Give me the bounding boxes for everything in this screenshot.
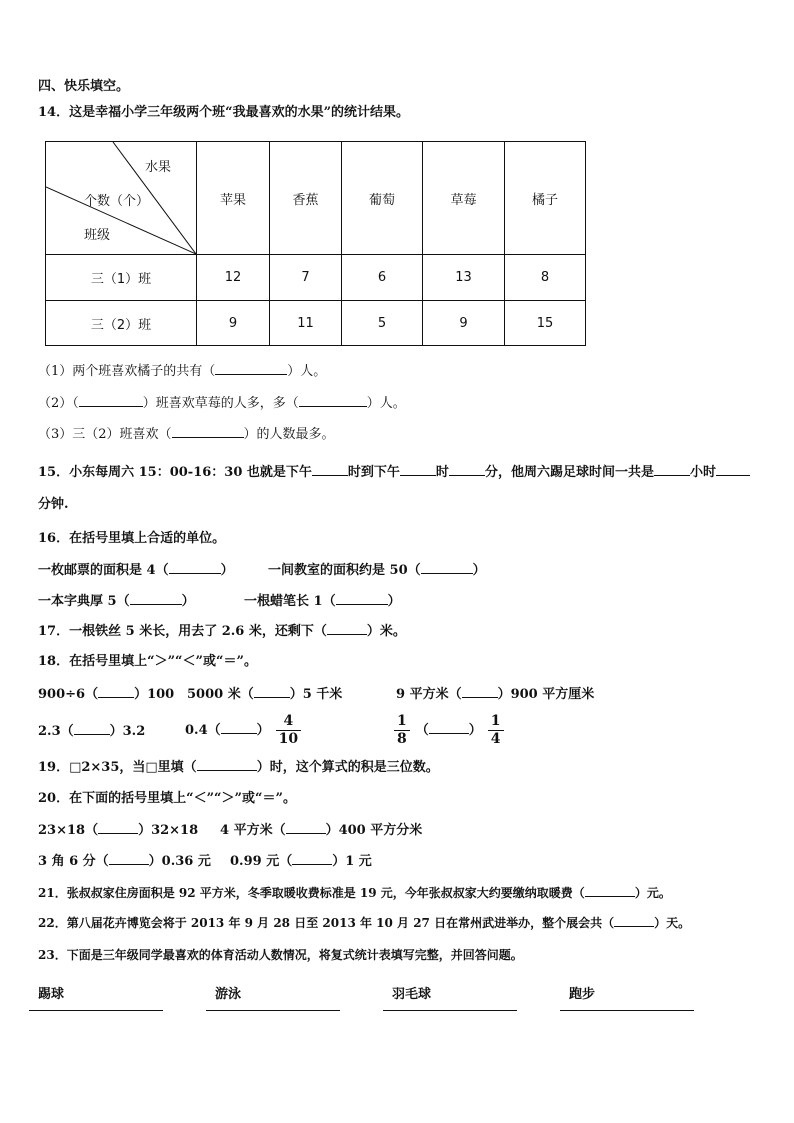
q15-text: 时 <box>435 465 449 480</box>
q15-line2: 分钟. <box>38 497 69 512</box>
fruit-header: 苹果 <box>197 142 270 255</box>
fraction-numerator: 1 <box>490 713 501 729</box>
q14-sub2 <box>38 394 406 413</box>
q18-prompt: 18．在括号里填上“＞”“＜”或“＝”。 <box>38 654 257 669</box>
answer-blank[interactable] <box>312 463 348 476</box>
q14-sub3-text: （3）三（2）班喜欢（ <box>38 427 172 442</box>
q14-sub2-text: ）人。 <box>366 396 406 411</box>
q16-text: ） <box>472 563 486 578</box>
answer-blank[interactable] <box>614 914 654 927</box>
section-title: 四、快乐填空。 <box>38 79 130 94</box>
answer-blank[interactable] <box>172 425 244 438</box>
q16-text: 一枚邮票的面积是 4（ <box>38 563 169 578</box>
corner-value-label: 个数（个） <box>84 194 150 209</box>
q18-text: ）3.2 <box>109 724 146 739</box>
answer-blank[interactable] <box>654 463 690 476</box>
answer-blank[interactable] <box>130 592 182 605</box>
sport-label: 跑步 <box>569 987 596 1002</box>
q20-row2b <box>230 852 372 871</box>
fruit-header: 草莓 <box>423 142 505 255</box>
q20-row1 <box>38 821 198 840</box>
fraction <box>488 713 504 748</box>
answer-blank[interactable] <box>197 758 257 771</box>
q18-row1b <box>187 685 342 704</box>
fraction-denominator: 10 <box>276 730 301 748</box>
fraction-denominator: 4 <box>488 730 504 748</box>
q17-line <box>38 622 406 641</box>
answer-blank[interactable] <box>215 362 287 375</box>
answer-blank[interactable] <box>299 394 367 407</box>
q20-text: 0.99 元（ <box>230 854 293 869</box>
q20-row1b <box>220 821 422 840</box>
q17-text: ）米。 <box>366 624 406 639</box>
table-row <box>46 301 586 346</box>
q14-sub3-text: ）的人数最多。 <box>243 427 335 442</box>
fruit-header: 香蕉 <box>270 142 342 255</box>
q16-row2b <box>244 592 401 611</box>
fraction-numerator: 4 <box>283 713 294 729</box>
table-cell: 9 <box>423 301 505 346</box>
q18-row2b <box>185 711 307 751</box>
q14-sub1-text: ）人。 <box>287 364 327 379</box>
q15-text: 分，他周六踢足球时间一共是 <box>484 465 654 480</box>
sport-label: 游泳 <box>215 987 242 1002</box>
q19-text: ）时，这个算式的积是三位数。 <box>256 760 439 775</box>
sport-label: 踢球 <box>38 987 65 1002</box>
answer-blank[interactable] <box>221 721 257 734</box>
q15-text: 时到下午 <box>347 465 400 480</box>
q21-line <box>38 884 671 902</box>
table-cell: 15 <box>505 301 586 346</box>
q18-text: 900÷6（ <box>38 687 99 702</box>
answer-blank[interactable] <box>429 721 469 734</box>
q18-text: 9 平方米（ <box>396 687 462 702</box>
q16-text: 一根蜡笔长 1（ <box>244 594 336 609</box>
q20-prompt: 20．在下面的括号里填上“＜”“＞”或“＝”。 <box>38 791 296 806</box>
q14-sub1 <box>38 362 326 381</box>
class-label: 三（2）班 <box>46 301 197 346</box>
fraction <box>394 713 410 748</box>
q16-text: ） <box>387 594 401 609</box>
table-corner-cell <box>46 142 197 255</box>
q16-row1b <box>268 561 486 580</box>
fraction <box>276 713 301 748</box>
sport-answer-line[interactable] <box>383 1010 517 1011</box>
class-label: 三（1）班 <box>46 255 197 301</box>
q22-text: 22．第八届花卉博览会将于 2013 年 9 月 28 日至 2013 年 10 月 27 日在常州武进举办，整个展会共（ <box>38 916 615 930</box>
fraction-denominator: 8 <box>394 730 410 748</box>
q15-line1 <box>38 463 750 482</box>
q14-prompt: 14．这是幸福小学三年级两个班“我最喜欢的水果”的统计结果。 <box>38 105 410 120</box>
q23-prompt: 23．下面是三年级同学最喜欢的体育活动人数情况，将复式统计表填写完整，并回答问题。 <box>38 948 523 962</box>
q18-row1c <box>396 685 594 704</box>
table-cell: 13 <box>423 255 505 301</box>
answer-blank[interactable] <box>286 821 326 834</box>
table-cell: 11 <box>270 301 342 346</box>
q20-text: ）400 平方分米 <box>325 823 423 838</box>
q14-sub2-text: ）班喜欢草莓的人多，多（ <box>142 396 299 411</box>
table-cell: 9 <box>197 301 270 346</box>
answer-blank[interactable] <box>292 852 332 865</box>
q21-text: ）元。 <box>634 886 671 900</box>
answer-blank[interactable] <box>449 463 485 476</box>
q18-row2 <box>38 722 145 741</box>
q20-text: ）1 元 <box>332 854 372 869</box>
q18-text: 0.4（ <box>185 723 221 738</box>
q16-text: ） <box>220 563 234 578</box>
answer-blank[interactable] <box>400 463 436 476</box>
answer-blank[interactable] <box>98 821 138 834</box>
q20-text: 23×18（ <box>38 823 99 838</box>
answer-blank[interactable] <box>336 592 388 605</box>
answer-blank[interactable] <box>421 561 473 574</box>
answer-blank[interactable] <box>79 394 143 407</box>
answer-blank[interactable] <box>585 884 635 897</box>
q18-text: ） <box>256 723 270 738</box>
q16-row2 <box>38 592 195 611</box>
q19-text: 19．□2×35，当□里填（ <box>38 760 197 775</box>
sport-label: 羽毛球 <box>392 987 432 1002</box>
answer-blank[interactable] <box>716 463 750 476</box>
q16-prompt: 16．在括号里填上合适的单位。 <box>38 531 226 546</box>
q19-line <box>38 758 439 777</box>
q16-text: 一间教室的面积约是 50（ <box>268 563 421 578</box>
table-header-row <box>46 142 586 255</box>
q22-line <box>38 914 690 932</box>
fruit-header: 葡萄 <box>342 142 423 255</box>
fruit-stats-table <box>45 141 586 346</box>
answer-blank[interactable] <box>74 722 110 735</box>
q21-text: 21．张叔叔家住房面积是 92 平方米，冬季取暖收费标准是 19 元，今年张叔叔家大约要缴纳取暖费（ <box>38 886 585 900</box>
table-cell: 5 <box>342 301 423 346</box>
q18-text: （ <box>415 723 429 738</box>
q22-text: ）天。 <box>654 916 691 930</box>
q16-text: ） <box>181 594 195 609</box>
fruit-header: 橘子 <box>505 142 586 255</box>
q20-row2 <box>38 852 211 871</box>
q18-text: ）100 <box>134 687 175 702</box>
q16-text: 一本字典厚 5（ <box>38 594 130 609</box>
table-cell: 12 <box>197 255 270 301</box>
table-cell: 7 <box>270 255 342 301</box>
q14-sub1-text: （1）两个班喜欢橘子的共有（ <box>38 364 216 379</box>
sport-answer-line[interactable] <box>206 1010 340 1011</box>
sport-answer-line[interactable] <box>29 1010 163 1011</box>
q14-sub2-text: （2）（ <box>38 396 79 411</box>
corner-row-label: 班级 <box>84 228 111 243</box>
q20-text: 3 角 6 分（ <box>38 854 109 869</box>
q15-text: 小时 <box>689 465 716 480</box>
answer-blank[interactable] <box>109 852 149 865</box>
q17-text: 17．一根铁丝 5 米长，用去了 2.6 米，还剩下（ <box>38 624 327 639</box>
q18-text: ） <box>468 723 482 738</box>
q18-text: ）5 千米 <box>289 687 343 702</box>
answer-blank[interactable] <box>98 685 134 698</box>
sport-answer-line[interactable] <box>560 1010 694 1011</box>
q20-text: ）32×18 <box>138 823 199 838</box>
corner-col-label: 水果 <box>145 160 172 175</box>
table-cell: 8 <box>505 255 586 301</box>
q18-text: 2.3（ <box>38 724 74 739</box>
table-cell: 6 <box>342 255 423 301</box>
q16-row1 <box>38 561 234 580</box>
table-row <box>46 255 586 301</box>
q18-row1 <box>38 685 174 704</box>
q18-row2c <box>388 711 510 751</box>
fraction-numerator: 1 <box>397 713 407 729</box>
q15-text: 15．小东每周六 15：00-16：30 也就是下午 <box>38 465 312 480</box>
answer-blank[interactable] <box>169 561 221 574</box>
q14-sub3 <box>38 425 335 444</box>
q18-text: ）900 平方厘米 <box>497 687 595 702</box>
q20-text: 4 平方米（ <box>220 823 286 838</box>
answer-blank[interactable] <box>327 622 367 635</box>
q18-text: 5000 米（ <box>187 687 254 702</box>
q20-text: ）0.36 元 <box>148 854 211 869</box>
answer-blank[interactable] <box>462 685 498 698</box>
answer-blank[interactable] <box>254 685 290 698</box>
